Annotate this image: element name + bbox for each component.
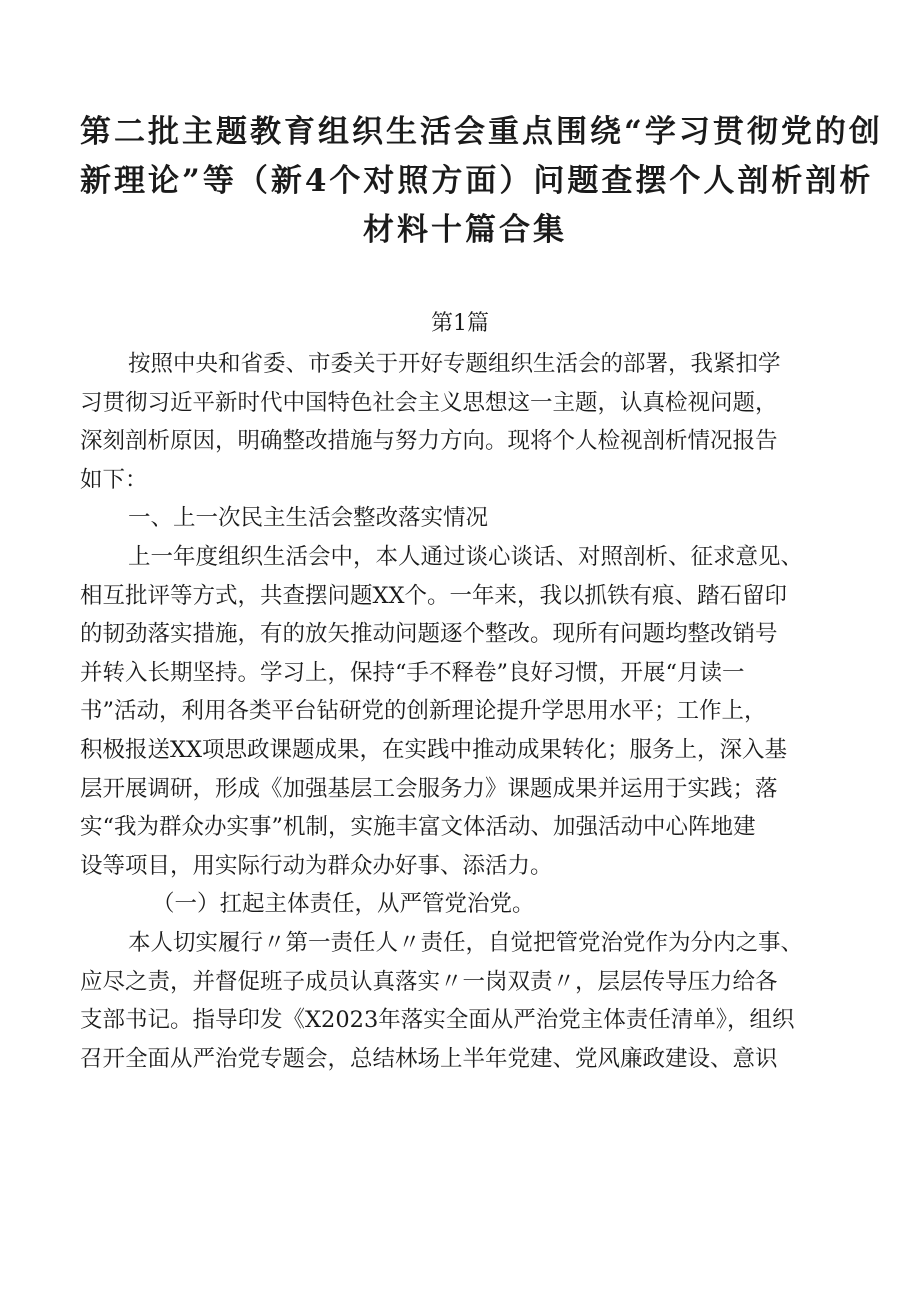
- paragraph-line: 支部书记。指导印发《X2023年落实全面从严治党主体责任清单》，组织: [80, 1007, 795, 1034]
- paragraph-line: 召开全面从严治党专题会，总结林场上半年党建、党风廉政建设、意识: [80, 1045, 778, 1072]
- section-label: 第1篇: [431, 311, 489, 336]
- paragraph-line: 设等项目，用实际行动为群众办好事、添活力。: [80, 852, 553, 879]
- paragraph-line: 深刻剖析原因，明确整改措施与努力方向。现将个人检视剖析情况报告: [80, 428, 778, 455]
- paragraph-line: 上一年度组织生活会中，本人通过谈心谈话、对照剖析、征求意见、: [128, 543, 804, 570]
- paragraph-line: 本人切实履行〃第一责任人〃责任，自觉把管党治党作为分内之事、: [128, 929, 804, 956]
- paragraph-line: 并转入长期坚持。学习上，保持“手不释卷”良好习惯，开展“月读一: [80, 659, 745, 686]
- paragraph-line: 书”活动，利用各类平台钻研党的创新理论提升学思用水平；工作上，: [80, 698, 767, 725]
- document-title: [80, 108, 883, 255]
- section-heading: 一、上一次民主生活会整改落实情况: [128, 505, 489, 532]
- paragraph-line: 的韧劲落实措施，有的放矢推动问题逐个整改。现所有问题均整改销号: [80, 621, 778, 648]
- paragraph-line: 按照中央和省委、市委关于开好专题组织生活会的部署，我紧扣学: [128, 351, 781, 377]
- paragraph-line: 积极报送XX项思政课题成果，在实践中推动成果转化；服务上，深入基: [80, 736, 788, 763]
- title-line: 第二批主题教育组织生活会重点围绕“学习贯彻党的创: [80, 114, 883, 150]
- subsection-heading: （一）扛起主体责任，从严管党治党。: [152, 891, 535, 918]
- paragraph-line: 相互批评等方式，共查摆问题XX个。一年来，我以抓铁有痕、踏石留印: [80, 582, 788, 609]
- paragraph-line: 层开展调研，形成《加强基层工会服务力》课题成果并运用于实践；落: [80, 775, 778, 802]
- paragraph-line: 习贯彻习近平新时代中国特色社会主义思想这一主题，认真检视问题，: [80, 389, 778, 416]
- document-body: [80, 345, 870, 1078]
- paragraph-line: 如下：: [80, 466, 148, 493]
- title-line: 新理论”等（新4个对照方面）问题查摆个人剖析剖析: [80, 163, 874, 199]
- paragraph-line: 实“我为群众办实事”机制，实施丰富文体活动、加强活动中心阵地建: [80, 814, 756, 841]
- title-line: 材料十篇合集: [363, 212, 567, 248]
- paragraph-line: 应尽之责，并督促班子成员认真落实〃一岗双责〃，层层传导压力给各: [80, 968, 778, 995]
